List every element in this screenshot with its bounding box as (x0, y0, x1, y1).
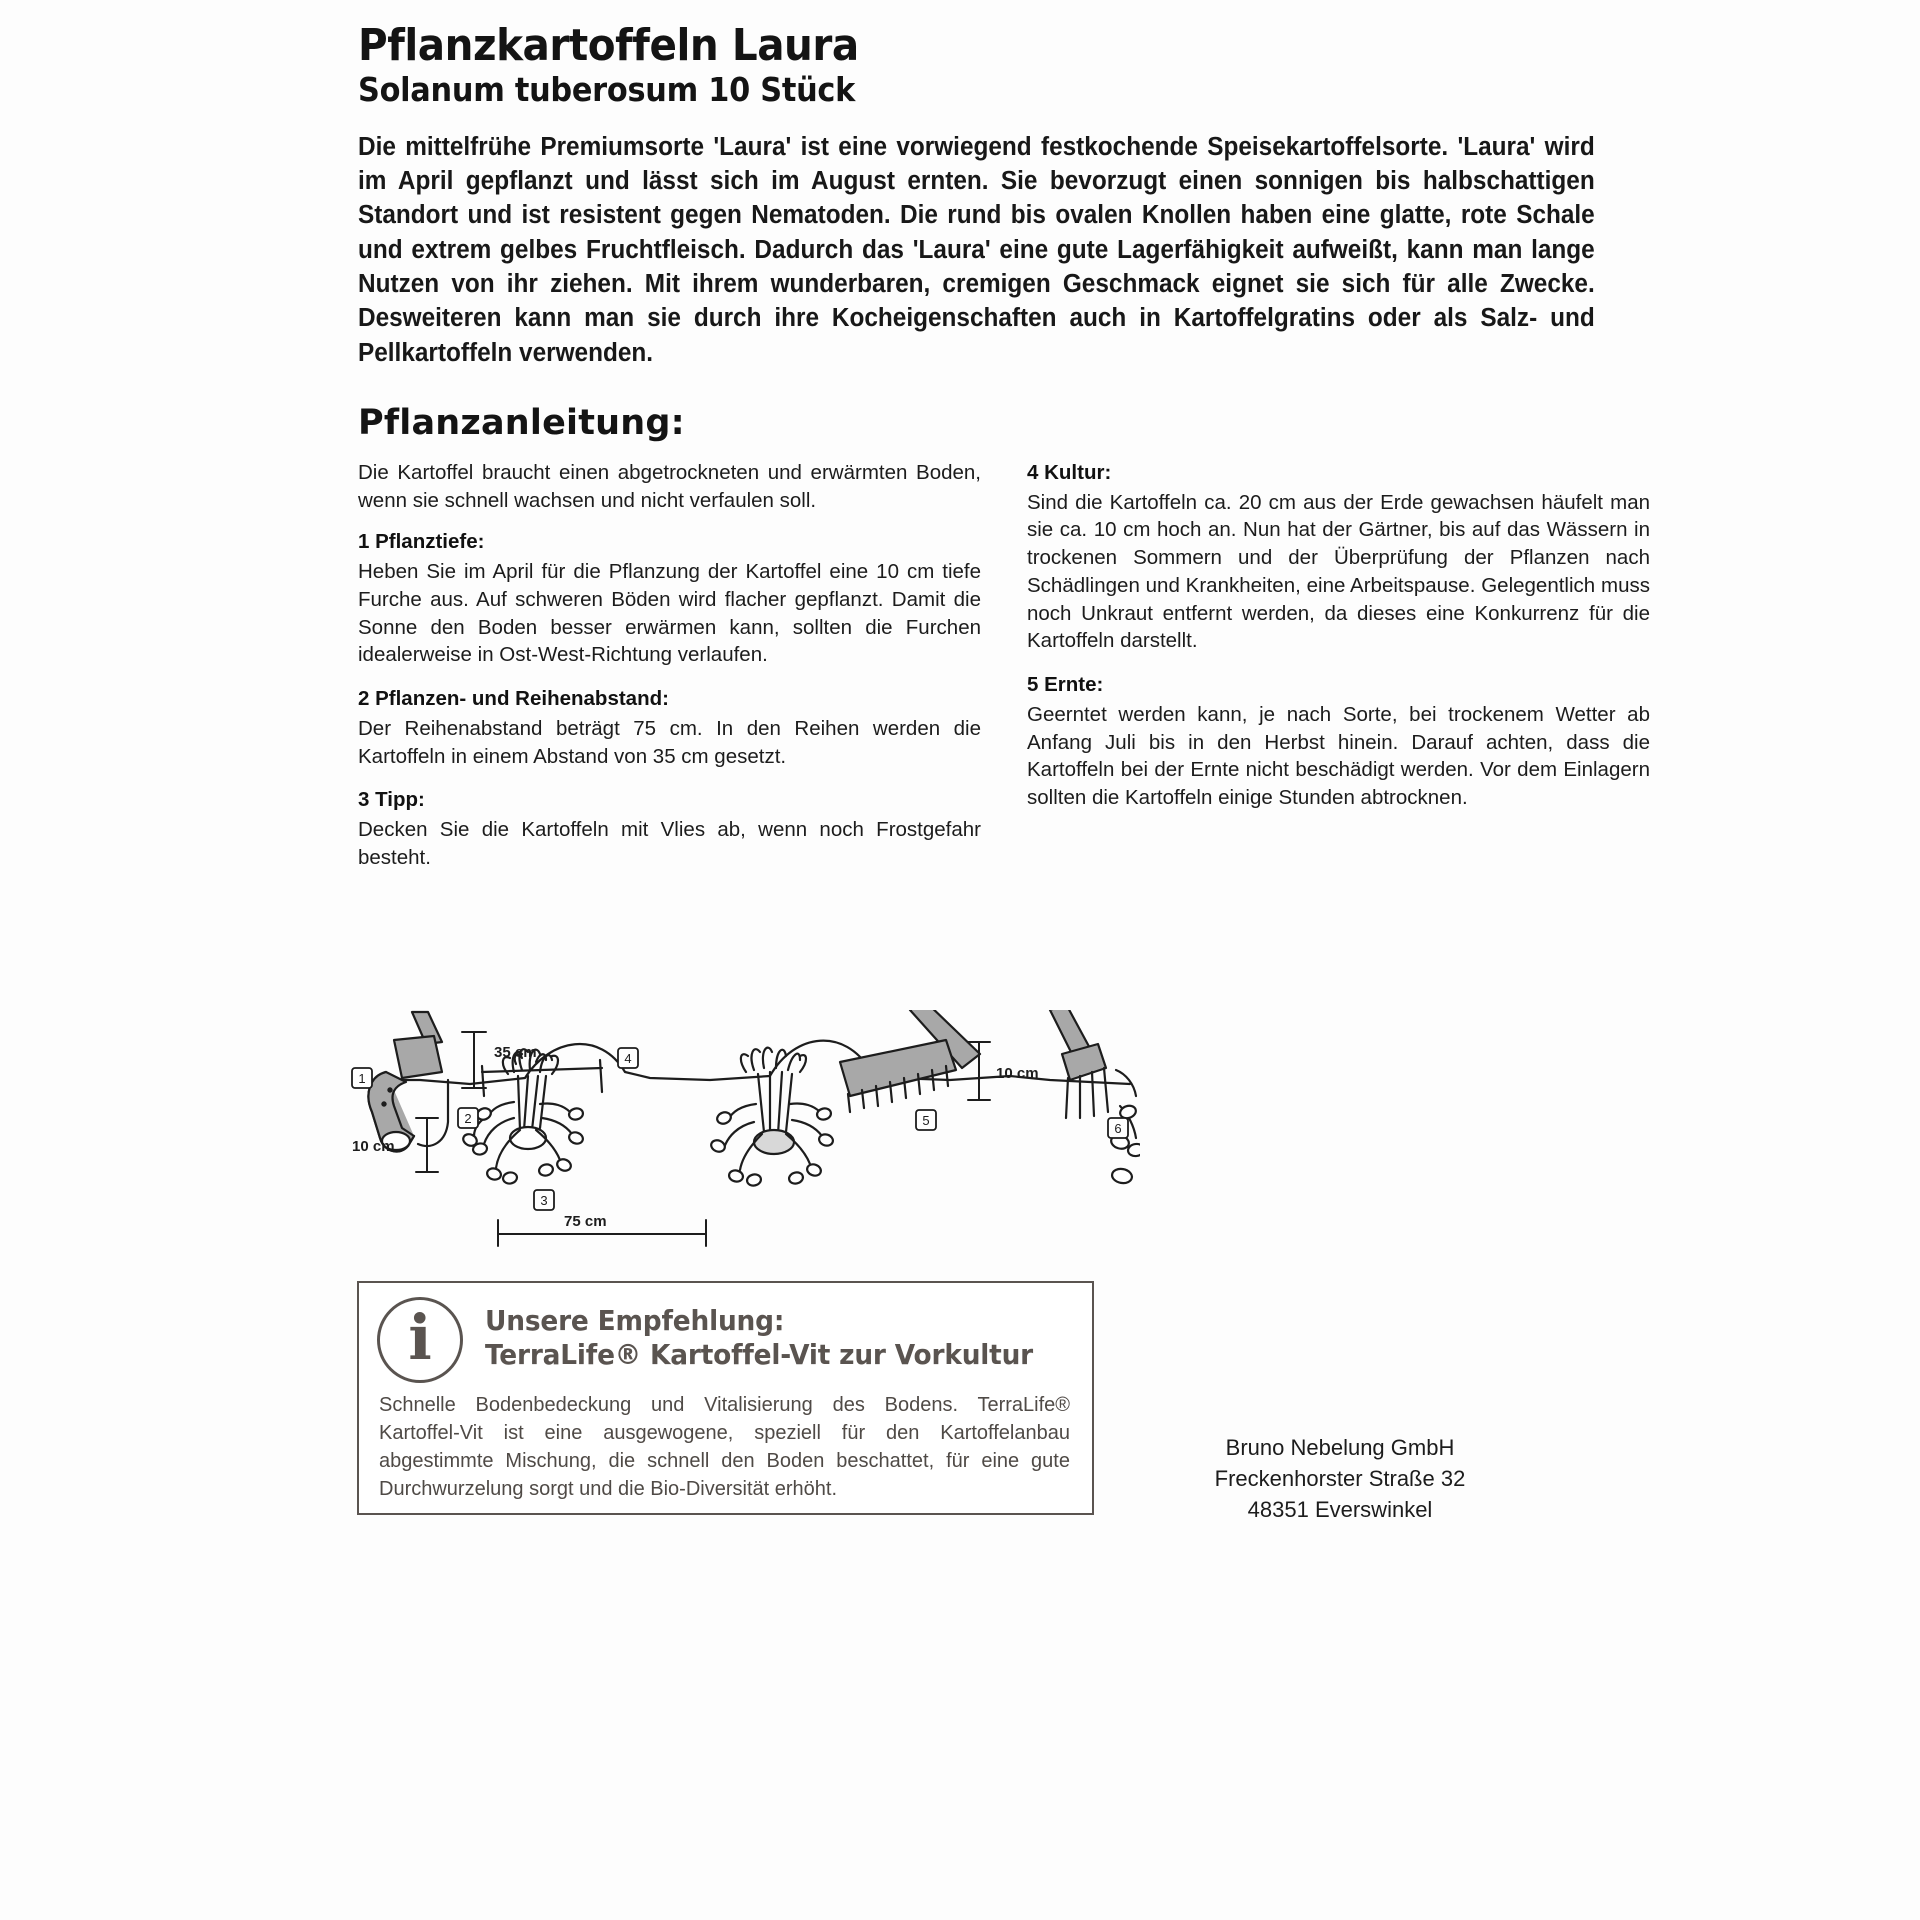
step-text-4: Sind die Kartoffeln ca. 20 cm aus der Erde gewachsen häufelt man sie ca. 10 cm hoch an. Nun hat der Gärtner, bis auf das Wässern in trockenen Sommern und der Überprüfung der Pflanzen nach Schädlingen und Krankheiten, eine Arbeitspause. Gelegentlich muss noch Unkraut entfernt werden, da dieses eine Konkurrenz für die Kartoffeln darstellt. (1027, 490, 1650, 653)
planting-illustration (350, 1010, 1140, 1265)
step-heading-1: 1 Pflanztiefe: (358, 530, 485, 554)
illustration-label-depth: 10 cm (352, 1138, 395, 1155)
illustration-label-plant-spacing: 35 cm (494, 1044, 537, 1061)
illustration-marker-4: 4 (624, 1051, 632, 1066)
step-heading-4: 4 Kultur: (1027, 460, 1112, 484)
illustration-label-hilling: 10 cm (996, 1065, 1039, 1082)
instructions-columns (358, 459, 1658, 872)
instructions-right-column (1027, 459, 1650, 872)
info-icon: i (377, 1297, 463, 1383)
company-city: 48351 Everswinkel (1247, 1497, 1433, 1523)
illustration-marker-2: 2 (464, 1111, 472, 1126)
step-text-5: Geerntet werden kann, je nach Sorte, bei trockenem Wetter ab Anfang Juli bis in den Herbst hinein. Darauf achten, dass die Kartoffeln bei der Ernte nicht beschädigt werden. Vor dem Einlagern sollten die Kartoffeln einige Stunden abtrocknen. (1027, 702, 1650, 810)
step-heading-2: 2 Pflanzen- und Reihenabstand: (358, 687, 669, 711)
recommendation-heading (485, 1305, 1056, 1372)
illustration-marker-3: 3 (540, 1193, 548, 1208)
recommendation-header (359, 1283, 1092, 1379)
step-text-2: Der Reihenabstand beträgt 75 cm. In den Reihen werden die Kartoffeln in einem Abstand von 35 cm gesetzt. (358, 716, 981, 768)
recommendation-heading-line2: TerraLife® Kartoffel-Vit zur Vorkultur (485, 1338, 1034, 1371)
illustration-label-row-spacing: 75 cm (564, 1213, 607, 1230)
illustration-marker-1: 1 (358, 1071, 366, 1086)
product-description: Die mittelfrühe Premiumsorte 'Laura' ist eine vorwiegend festkochende Speisekartoffelsorte. 'Laura' wird im April gepflanzt und lässt sich im August ernten. Sie bevorzugt einen sonnigen bis halbschattigen Standort und ist resistent gegen Nematoden. Die rund bis ovalen Knollen haben eine glatte, rote Schale und extrem gelbes Fruchtfleisch. Dadurch das 'Laura' eine gute Lagerfähigkeit aufweißt, kann man lange Nutzen von ihr ziehen. Mit ihrem wunderbaren, cremigen Geschmack eignet sie sich für alle Zwecke. Desweiteren kann man sie durch ihre Kocheigenschaften auch in Kartoffelgratins oder als Salz- und Pellkartoffeln verwenden. (358, 132, 1595, 367)
step-text-3: Decken Sie die Kartoffeln mit Vlies ab, wenn noch Frostgefahr besteht. (358, 818, 981, 869)
step-heading-3: 3 Tipp: (358, 788, 425, 812)
recommendation-heading-line1: Unsere Empfehlung: (485, 1305, 785, 1337)
page-title: Pflanzkartoffeln Laura (358, 20, 859, 71)
company-name: Bruno Nebelung GmbH (1225, 1435, 1455, 1460)
illustration-marker-6: 6 (1114, 1121, 1122, 1136)
main-content (358, 22, 1663, 872)
step-heading-5: 5 Ernte: (1027, 673, 1104, 697)
recommendation-body: Schnelle Bodenbedeckung und Vitalisierung des Bodens. TerraLife® Kartoffel-Vit ist eine ausgewogene, speziell für den Kartoffelanbau abgestimmte Mischung, die schnell den Boden beschattet, für eine gute Durchwurzelung sorgt und die Bio-Diversität erhöht. (379, 1394, 1070, 1500)
instructions-heading: Pflanzanleitung: (358, 402, 685, 443)
company-address (1170, 1432, 1510, 1526)
illustration-marker-5: 5 (922, 1113, 930, 1128)
step-text-1: Heben Sie im April für die Pflanzung der Kartoffel eine 10 cm tiefe Furche aus. Auf schweren Böden wird flacher gepflanzt. Damit die Sonne den Boden besser erwärmen kann, sollten die Furchen idealerweise in Ost-West-Richtung verlaufen. (358, 560, 981, 667)
instructions-left-column (358, 459, 981, 872)
instructions-intro: Die Kartoffel braucht einen abgetrockneten und erwärmten Boden, wenn sie schnell wachsen und nicht verfaulen soll. (358, 460, 981, 512)
recommendation-box (357, 1281, 1094, 1515)
product-subtitle: Solanum tuberosum 10 Stück (358, 69, 856, 109)
company-street: Freckenhorster Straße 32 (1214, 1466, 1466, 1492)
